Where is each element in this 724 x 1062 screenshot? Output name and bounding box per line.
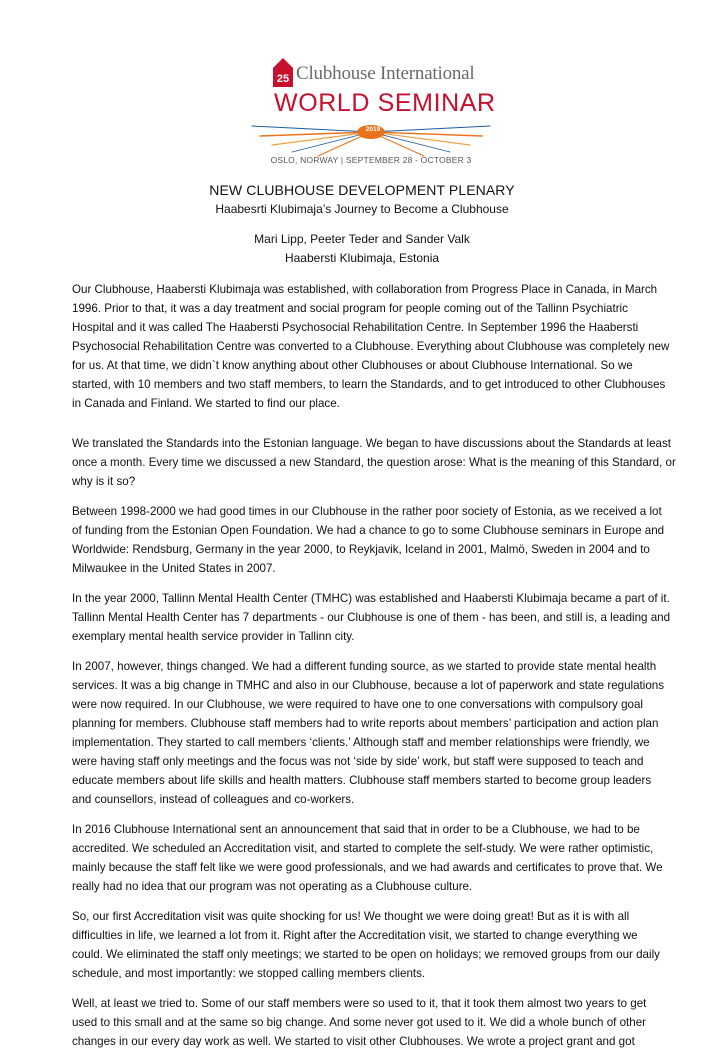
text-line: Between 1998-2000 we had good times in our Clubhouse in the rather poor society of Estonia, as we received a lot bbox=[72, 505, 662, 518]
text-line: planning for members. Clubhouse staff members had to write reports about members’ participation and action plan bbox=[72, 717, 659, 730]
logo-event-name: WORLD SEMINAR bbox=[274, 89, 496, 117]
text-line: difficulties in life, we learned a lot from it. Right after the Accreditation visit, we started to change everything we bbox=[72, 929, 638, 942]
text-line: accredited. We scheduled an Accreditation visit, and started to complete the self-study. We were rather optimistic, bbox=[72, 842, 654, 855]
body-paragraph bbox=[72, 657, 665, 809]
text-line: Well, at least we tried to. Some of our staff members were so used to it, that it took them almost two years to get bbox=[72, 997, 647, 1010]
logo-location-dates: OSLO, NORWAY | SEPTEMBER 28 - OCTOBER 3 bbox=[270, 155, 472, 165]
text-line: So, our first Accreditation visit was quite shocking for us! We thought we were doing great! But as it is with all bbox=[72, 910, 630, 923]
text-line: were having staff only meetings and the focus was not ‘side by side’ work, but staff were supposed to teach and bbox=[72, 755, 644, 768]
text-line: In 2007, however, things changed. We had a different funding source, as we started to provide state mental health bbox=[72, 660, 657, 673]
text-line: In 2016 Clubhouse International sent an announcement that said that in order to be a Clubhouse, we had to be bbox=[72, 823, 640, 836]
text-line: for us. At that time, we didn`t know anything about other Clubhouses or about Clubhouse International. So we bbox=[72, 359, 633, 372]
text-line: educate members about life skills and health matters. Clubhouse staff members started to become group leaders bbox=[72, 774, 652, 787]
body-paragraph bbox=[72, 502, 665, 578]
document-title: NEW CLUBHOUSE DEVELOPMENT PLENARY bbox=[209, 182, 515, 198]
body-paragraph bbox=[72, 280, 670, 413]
text-line: in Canada and Finland. We started to find our place. bbox=[72, 397, 340, 410]
logo-badge-number: 25 bbox=[276, 73, 290, 85]
body-paragraph bbox=[72, 589, 671, 646]
logo-org-name: Clubhouse International bbox=[296, 63, 475, 84]
text-line: and counsellors, instead of colleagues and co-workers. bbox=[72, 793, 355, 806]
text-line: used to this small and at the same so big change. And some never got used to it. We did a whole bunch of other bbox=[72, 1016, 647, 1029]
text-line: exemplary mental health service provider in Tallinn city. bbox=[72, 630, 355, 643]
document-authors: Mari Lipp, Peeter Teder and Sander Valk bbox=[254, 232, 470, 246]
text-line: services. It was a big change in TMHC and also in our Clubhouse, because a lot of paperwork and state regulations bbox=[72, 679, 665, 692]
text-line: once a month. Every time we discussed a new Standard, the question arose: What is the meaning of this Standard, or bbox=[72, 456, 676, 469]
text-line: Milwaukee in the United States in 2007. bbox=[72, 562, 276, 575]
world-seminar-logo bbox=[262, 56, 496, 168]
text-line: really had no idea that our program was not operating as a Clubhouse culture. bbox=[72, 880, 473, 893]
body-paragraph bbox=[72, 994, 652, 1051]
text-line: Worldwide: Rendsburg, Germany in the year 2000, to Reykjavik, Iceland in 2001, Malmö, Sweden in 2004 and to bbox=[72, 543, 650, 556]
logo-year: 2019 bbox=[365, 126, 381, 133]
text-line: 1996. Prior to that, it was a day treatment and social program for people coming out of the Tallinn Psychiatric bbox=[72, 302, 628, 315]
text-line: why is it so? bbox=[72, 475, 136, 488]
body-paragraph bbox=[72, 820, 663, 896]
text-line: started, with 10 members and two staff members, to learn the Standards, and to get introduced to other Clubhouses bbox=[72, 378, 666, 391]
text-line: We translated the Standards into the Estonian language. We began to have discussions about the Standards at least bbox=[72, 437, 671, 450]
clubhouse-house-icon bbox=[272, 56, 294, 88]
text-line: In the year 2000, Tallinn Mental Health Center (TMHC) was established and Haabersti Klubimaja became a part of it. bbox=[72, 592, 670, 605]
text-line: Tallinn Mental Health Center has 7 departments - our Clubhouse is one of them - has been, and still is, a leading and bbox=[72, 611, 671, 624]
text-line: were now required. In our Clubhouse, we were required to have one to one conversations with compulsory goal bbox=[72, 698, 643, 711]
text-line: Our Clubhouse, Haabersti Klubimaja was established, with collaboration from Progress Place in Canada, in March bbox=[72, 283, 658, 296]
text-line: changes in our every day work as well. We started to visit other Clubhouses. We wrote a project grant and got bbox=[72, 1035, 635, 1048]
text-line: schedule, and most importantly: we stopped calling members clients. bbox=[72, 967, 426, 980]
document-subtitle: Haabesrti Klubimaja’s Journey to Become a Clubhouse bbox=[215, 202, 509, 216]
text-line: mainly because the staff felt like we were good professionals, and we had awards and certificates to prove that. We bbox=[72, 861, 663, 874]
text-line: could. We eliminated the staff only meetings; we started to be open on holidays; we removed groups from our daily bbox=[72, 948, 660, 961]
text-line: implementation. They started to call members ‘clients.’ Although staff and member relationships were friendly, we bbox=[72, 736, 650, 749]
text-line: Hospital and it was called The Haabersti Psychosocial Rehabilitation Centre. In September 1996 the Haabersti bbox=[72, 321, 639, 334]
body-paragraph bbox=[72, 434, 676, 491]
document-body bbox=[72, 280, 676, 1062]
document-affiliation: Haabersti Klubimaja, Estonia bbox=[284, 251, 440, 265]
text-line: of funding from the Estonian Open Foundation. We had a chance to go to some Clubhouse seminars in Europe and bbox=[72, 524, 665, 537]
text-line: Psychosocial Rehabilitation Centre was converted to a Clubhouse. Everything about Clubhouse was completely new bbox=[72, 340, 670, 353]
body-paragraph bbox=[72, 907, 660, 983]
